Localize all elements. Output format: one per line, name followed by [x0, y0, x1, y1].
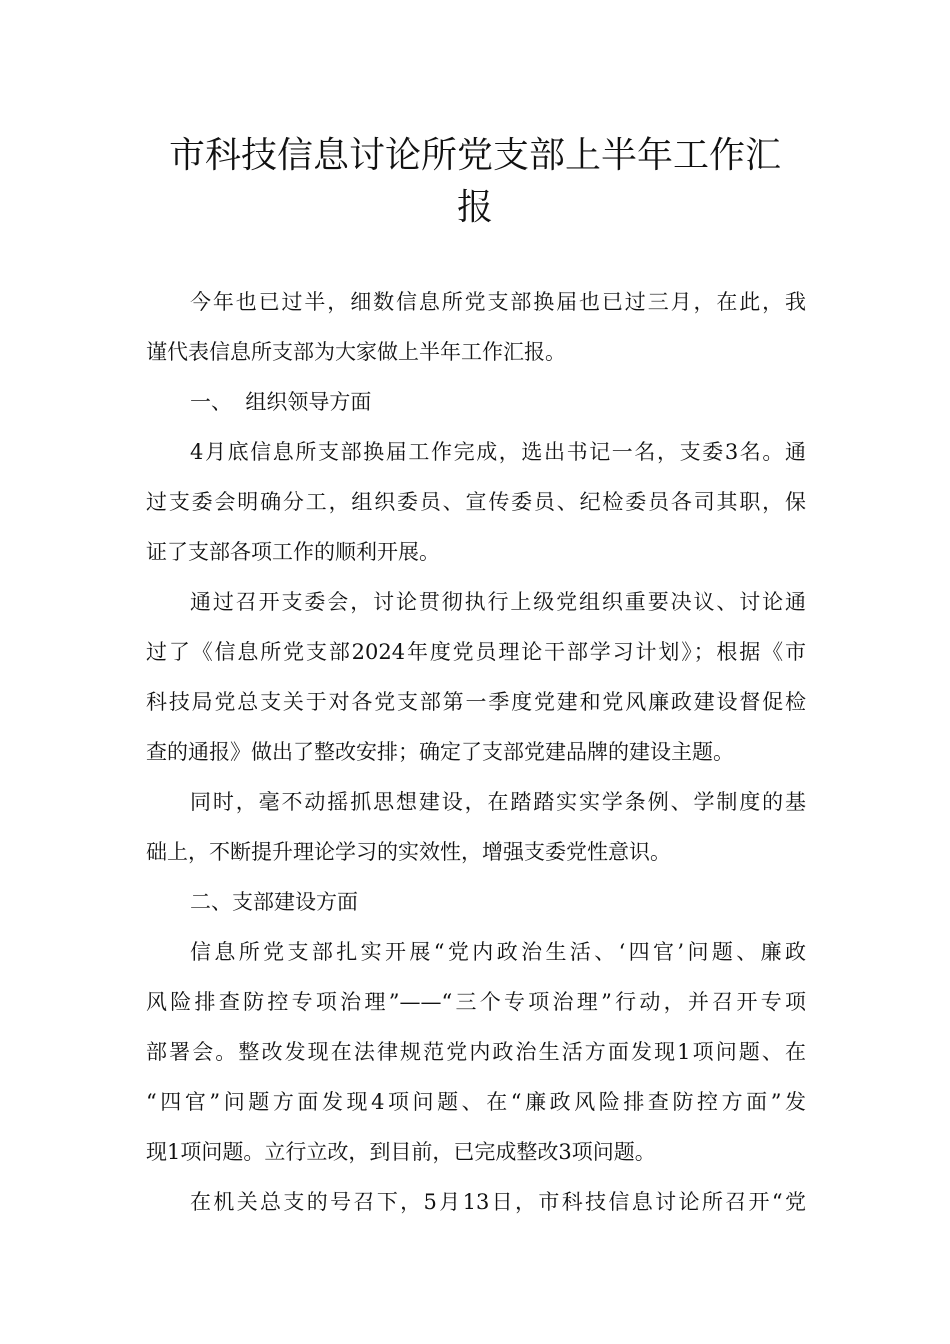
paragraph-line: 过支委会明确分工，组织委员、宣传委员、纪检委员各司其职，保: [146, 490, 806, 514]
paragraph-line: 现1项问题。立行立改，到目前，已完成整改3项问题。: [146, 1140, 656, 1164]
section-heading: 二、支部建设方面: [190, 890, 358, 914]
paragraph-line: 信息所党支部扎实开展“党内政治生活、‘四官’问题、廉政: [190, 940, 806, 964]
paragraph-line: 谨代表信息所支部为大家做上半年工作汇报。: [146, 340, 566, 364]
paragraph-line: 证了支部各项工作的顺利开展。: [146, 540, 440, 564]
paragraph-line: “四官”问题方面发现4项问题、在“廉政风险排查防控方面”发: [146, 1090, 806, 1114]
paragraph-line: 在机关总支的号召下，5月13日，市科技信息讨论所召开“党: [190, 1190, 806, 1214]
document-title-line-1: 市科技信息讨论所党支部上半年工作汇: [168, 135, 781, 176]
paragraph-line: 风险排查防控专项治理”——“三个专项治理”行动，并召开专项: [146, 990, 806, 1014]
paragraph-line: 今年也已过半，细数信息所党支部换届也已过三月，在此，我: [190, 290, 806, 314]
paragraph-line: 通过召开支委会，讨论贯彻执行上级党组织重要决议、讨论通: [190, 590, 806, 614]
paragraph-line: 过了《信息所党支部2024年度党员理论干部学习计划》；根据《市: [146, 640, 806, 664]
paragraph-line: 4月底信息所支部换届工作完成，选出书记一名，支委3名。通: [190, 440, 806, 464]
paragraph-line: 部署会。整改发现在法律规范党内政治生活方面发现1项问题、在: [146, 1040, 806, 1064]
section-heading: 一、 组织领导方面: [190, 390, 372, 414]
document-title-line-2: 报: [456, 187, 493, 228]
paragraph-line: 科技局党总支关于对各党支部第一季度党建和党风廉政建设督促检: [146, 690, 806, 714]
paragraph-line: 础上，不断提升理论学习的实效性，增强支委党性意识。: [146, 840, 671, 864]
paragraph-line: 同时，毫不动摇抓思想建设，在踏踏实实学条例、学制度的基: [190, 790, 806, 814]
paragraph-line: 查的通报》做出了整改安排；确定了支部党建品牌的建设主题。: [146, 740, 734, 764]
